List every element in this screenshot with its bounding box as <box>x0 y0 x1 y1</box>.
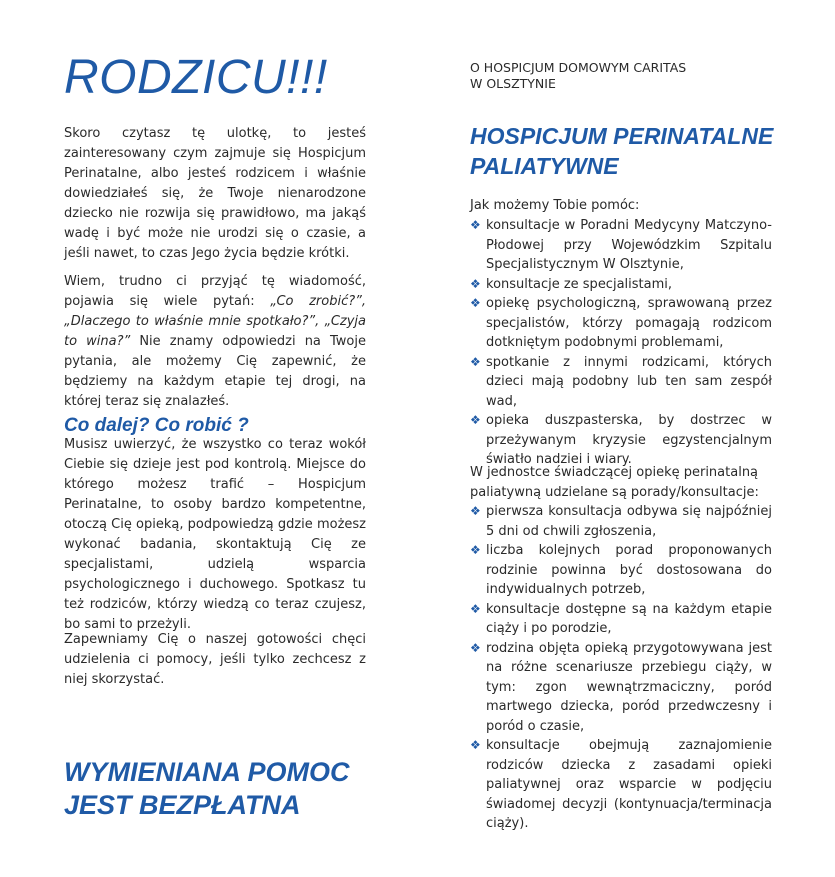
hospice-title-line2: PALIATYWNE <box>470 153 619 179</box>
questions-paragraph <box>64 272 366 412</box>
diamond-bullet-icon: ❖ <box>470 738 481 752</box>
help-list <box>470 216 772 470</box>
free-help-title-line1: WYMIENIANA POMOC <box>64 757 350 787</box>
hospice-title <box>470 121 773 181</box>
list-item: ❖ konsultacje dostępne są na każdym etapie ciąży i po porodzie, <box>470 601 772 636</box>
list-item: ❖ liczba kolejnych porad proponowanych rodzinie powinna być dostosowana do indywidualnych potrzeb, <box>470 543 772 597</box>
list-item: ❖ konsultacje w Poradni Medycyny Matczyno-Płodowej przy Wojewódzkim Szpitalu Specjalistycznym W Olsztynie, <box>470 218 772 272</box>
list-item: ❖ rodzina objęta opieką przygotowywana jest na różne scenariusze przebiegu ciąży, w tym: zgon wewnątrzmaciczny, poród martwego dziecka, poród przedwczesny i poród o czasie, <box>470 640 772 734</box>
diamond-bullet-icon: ❖ <box>470 218 481 232</box>
questions-paragraph-start: Wiem, trudno ci przyjąć tę wiadomość, pojawia się wiele pytań: <box>64 274 366 309</box>
list-item: ❖ konsultacje obejmują zaznajomienie rodziców dziecka z zasadami opieki paliatywnej oraz wsparcie w podjęciu świadomej decyzji (kontynuacja/terminacja ciąży). <box>470 738 772 831</box>
what-next-paragraph: Musisz uwierzyć, że wszystko co teraz wokół Ciebie się dzieje jest pod kontrolą. Miejsce do którego możesz trafić – Hospicjum Perinatalne, to osoby bardzo kompetentne, otoczą Cię opieką, podpowiedzą gdzie możesz wykonać badania, skontaktują Cię ze specjalistami, udzielą wsparcia psychologicznego i duchowego. Spotkasz tu też rodziców, którzy wiedzą co teraz czujesz, bo sami to przeżyli. <box>64 437 366 632</box>
organization-line2: W OLSZTYNIE <box>470 76 556 91</box>
hospice-title-line1: HOSPICJUM PERINATALNE <box>470 123 774 149</box>
questions-paragraph-end: Nie znamy odpowiedzi na Twoje pytania, ale możemy Cię zapewnić, że będziemy na każdym etapie tej drogi, na której teraz się znalazłeś. <box>64 334 366 409</box>
list-item: ❖ konsultacje ze specjalistami, <box>470 275 772 295</box>
help-intro: Jak możemy Tobie pomóc: <box>470 198 640 213</box>
list-item: ❖ opiekę psychologiczną, sprawowaną przez specjalistów, którzy pomagają rodzicom dotkniętym podobnymi problemami, <box>470 296 772 350</box>
diamond-bullet-icon: ❖ <box>470 640 481 655</box>
organization-line1: O HOSPICJUM DOMOWYM CARITAS <box>470 60 687 75</box>
consultations-intro: W jednostce świadczącej opiekę perinatalną paliatywną udzielane są porady/konsultacje: <box>470 465 759 500</box>
organization-name <box>470 60 686 92</box>
intro-paragraph: Skoro czytasz tę ulotkę, to jesteś zainteresowany czym zajmuje się Hospicjum Perinatalne, albo jesteś rodzicem i właśnie dowiedziałeś się, że Twoje nienarodzone dziecko nie rozwija się prawidłowo, ma jakąś wadę i być może nie urodzi się o czasie, a jeśli nawet, to czas Jego życia będzie krótki. <box>64 126 366 261</box>
diamond-bullet-icon: ❖ <box>470 413 481 427</box>
diamond-bullet-icon: ❖ <box>470 276 481 291</box>
list-item: ❖ pierwsza konsultacja odbywa się najpóźniej 5 dni od chwili zgłoszenia, <box>470 504 772 539</box>
what-next-heading: Co dalej? Co robić ? <box>64 415 249 436</box>
diamond-bullet-icon: ❖ <box>470 504 481 518</box>
main-title: RODZICU!!! <box>64 51 328 104</box>
list-item: ❖ spotkanie z innymi rodzicami, których dzieci mają podobny lub ten sam zespół wad, <box>470 354 772 409</box>
consultations-list <box>470 502 772 834</box>
diamond-bullet-icon: ❖ <box>470 601 481 616</box>
questions-quote: „Co zrobić?”, „Dlaczego to właśnie mnie spotkało?”, „Czyja to wina?” <box>64 294 366 349</box>
assurance-paragraph: Zapewniamy Cię o naszej gotowości chęci udzielenia ci pomocy, jeśli tylko zechcesz z niej skorzystać. <box>64 632 366 687</box>
diamond-bullet-icon: ❖ <box>470 543 481 557</box>
diamond-bullet-icon: ❖ <box>470 296 481 310</box>
free-help-title-line2: JEST BEZPŁATNA <box>64 790 301 820</box>
free-help-title <box>64 756 350 822</box>
list-item: ❖ opieka duszpasterska, by dostrzec w przeżywanym kryzysie egzystencjalnym światło nadziei i wiary. <box>470 413 772 467</box>
diamond-bullet-icon: ❖ <box>470 354 481 369</box>
